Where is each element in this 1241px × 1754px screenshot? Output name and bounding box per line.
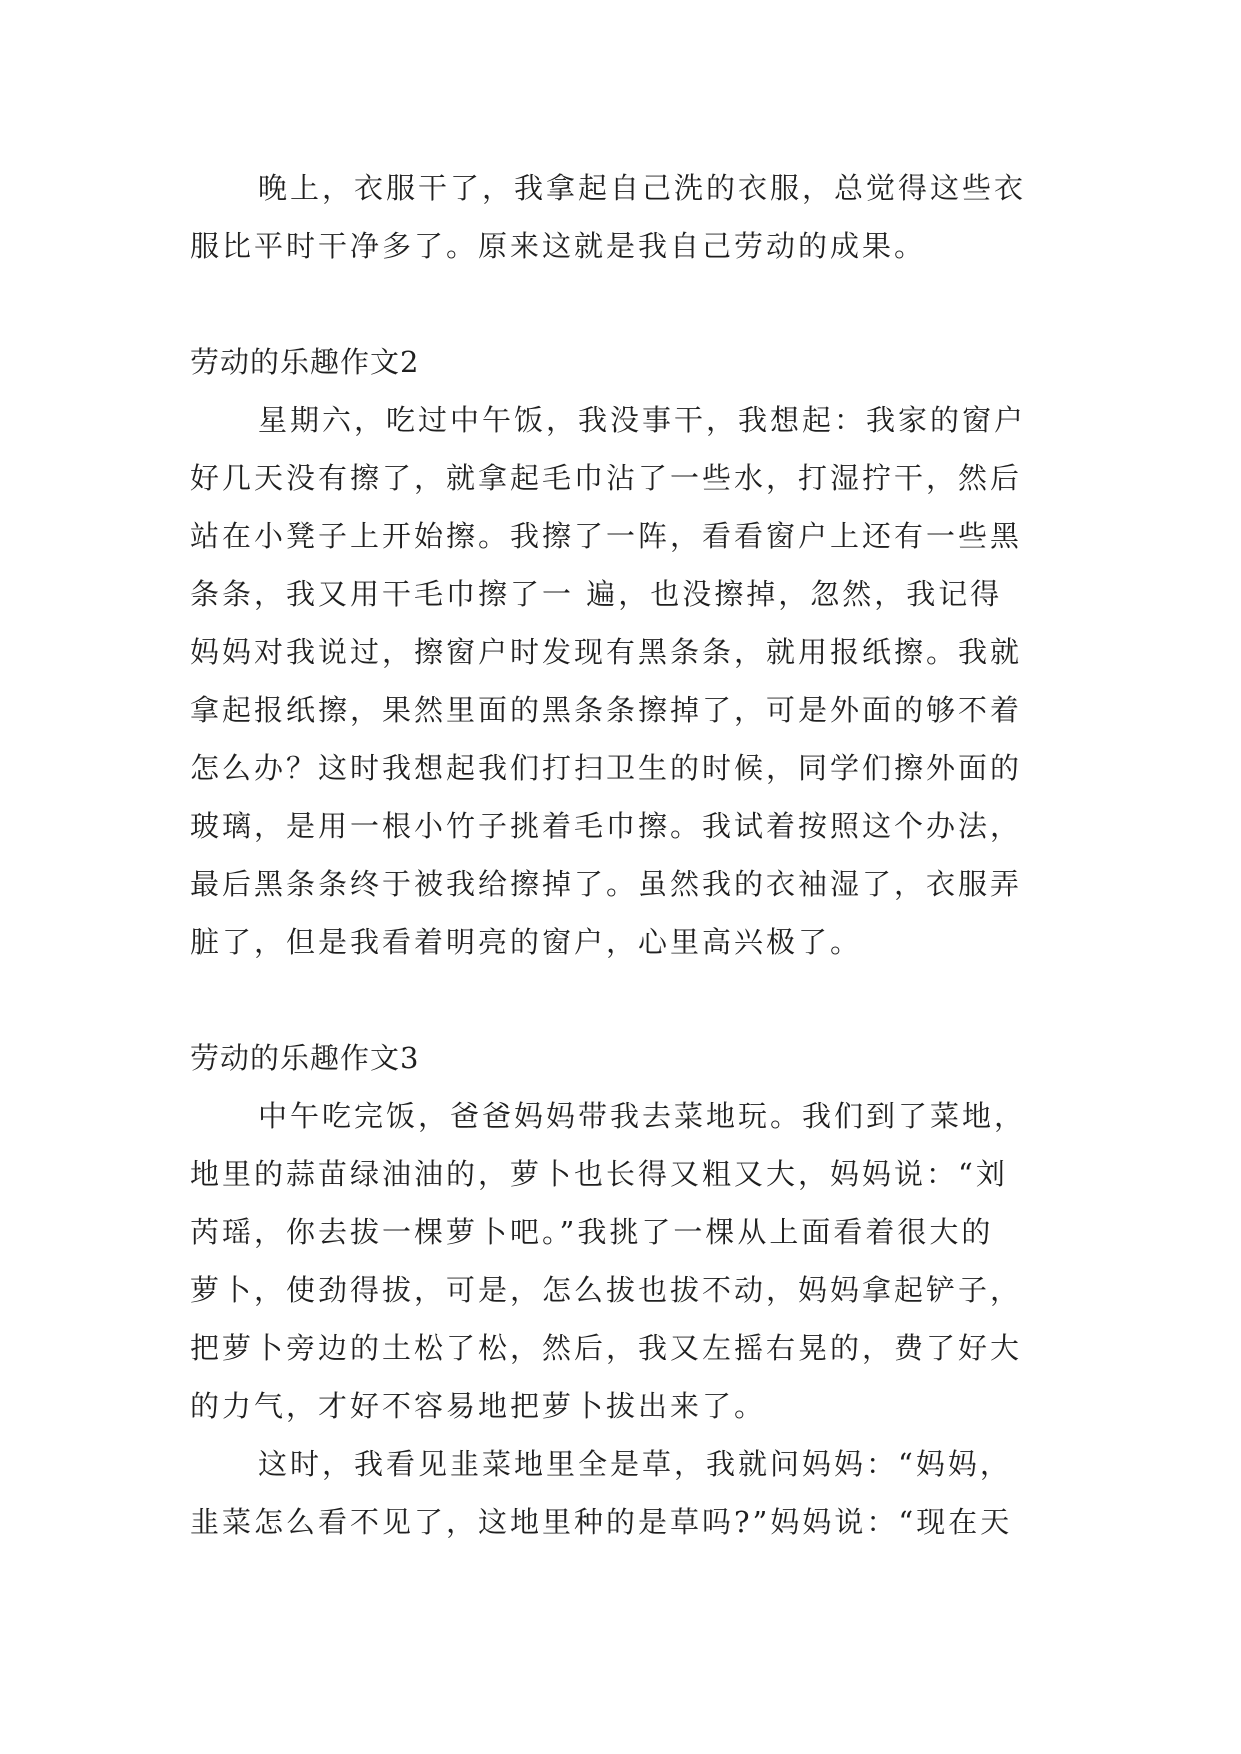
paragraph-line: 的力气，才好不容易地把萝卜拔出来了。 [190, 1389, 767, 1423]
paragraph-line: 好几天没有擦了，就拿起毛巾沾了一些水，打湿拧干，然后 [190, 461, 1023, 495]
paragraph-line: 条条，我又用干毛巾擦了一 遍，也没擦掉，忽然，我记得 [190, 577, 1003, 611]
paragraph-line: 脏了，但是我看着明亮的窗户，心里高兴极了。 [190, 925, 863, 959]
paragraph-line: 萝卜，使劲得拔，可是，怎么拔也拔不动，妈妈拿起铲子， [190, 1273, 1023, 1307]
paragraph-line: 把萝卜旁边的土松了松，然后，我又左摇右晃的，费了好大 [190, 1331, 1023, 1365]
paragraph-line: 玻璃，是用一根小竹子挑着毛巾擦。我试着按照这个办法， [190, 809, 1023, 843]
paragraph-line: 怎么办？这时我想起我们打扫卫生的时候，同学们擦外面的 [190, 751, 1023, 785]
paragraph-line: 最后黑条条终于被我给擦掉了。虽然我的衣袖湿了，衣服弄 [190, 867, 1023, 901]
paragraph-line: 拿起报纸擦，果然里面的黑条条擦掉了，可是外面的够不着 [190, 693, 1023, 727]
paragraph-line: 芮瑶，你去拔一棵萝卜吧。”我挑了一棵从上面看着很大的 [190, 1215, 994, 1249]
paragraph-line: 妈妈对我说过，擦窗户时发现有黑条条，就用报纸擦。我就 [190, 635, 1023, 669]
section-heading: 劳动的乐趣作文3 [190, 1041, 420, 1075]
paragraph-line: 这时，我看见韭菜地里全是草，我就问妈妈：“妈妈， [258, 1447, 1012, 1481]
paragraph-line: 中午吃完饭，爸爸妈妈带我去菜地玩。我们到了菜地， [258, 1099, 1027, 1133]
paragraph-line: 星期六，吃过中午饭，我没事干，我想起：我家的窗户 [258, 403, 1027, 437]
paragraph-line: 服比平时干净多了。原来这就是我自己劳动的成果。 [190, 229, 927, 263]
paragraph-line: 地里的蒜苗绿油油的，萝卜也长得又粗又大，妈妈说：“刘 [190, 1157, 1008, 1191]
section-heading: 劳动的乐趣作文2 [190, 345, 420, 379]
paragraph-line: 站在小凳子上开始擦。我擦了一阵，看看窗户上还有一些黑 [190, 519, 1023, 553]
paragraph-line: 晚上，衣服干了，我拿起自己洗的衣服，总觉得这些衣 [258, 171, 1027, 205]
paragraph-line: 韭菜怎么看不见了，这地里种的是草吗?”妈妈说：“现在天 [190, 1505, 1013, 1539]
